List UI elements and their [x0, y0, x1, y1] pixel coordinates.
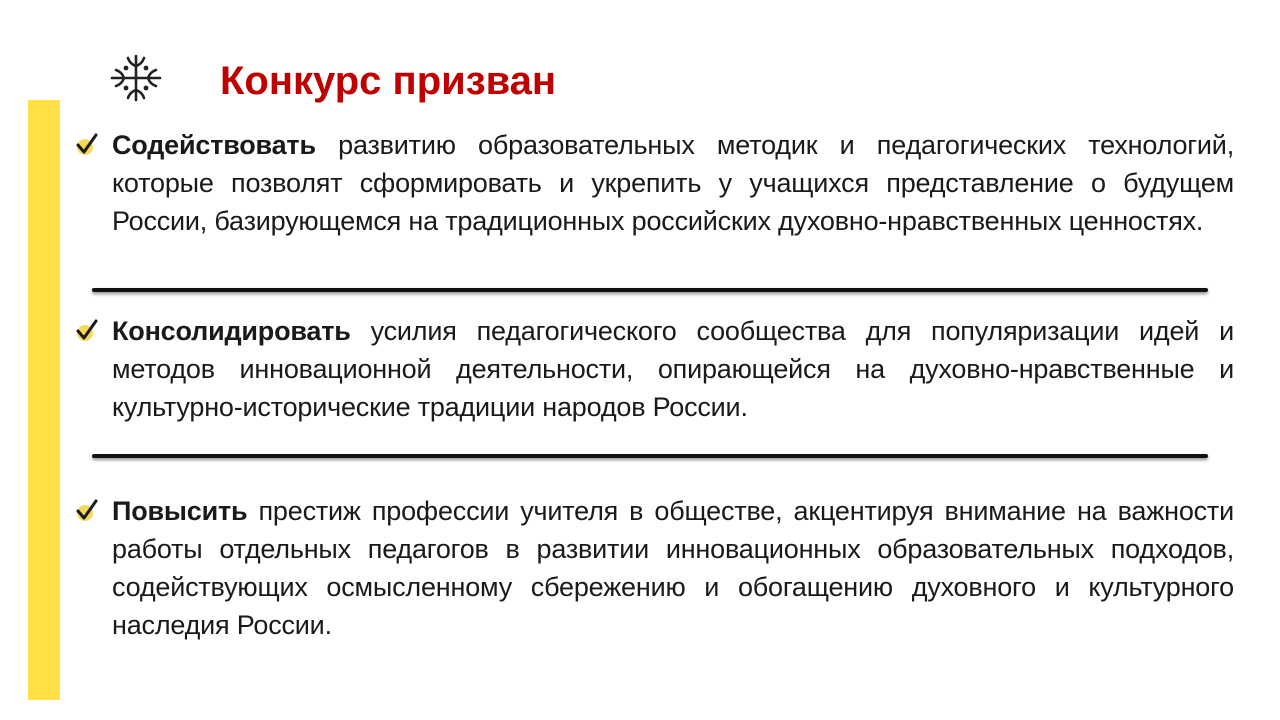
item-text: усилия педагогического сообщества для популяризации идей и методов инновационной деятельности, опирающейся на духовно-нравственные и культурно-исторические традиции народов России.	[112, 316, 1234, 422]
check-icon	[74, 318, 100, 344]
item-lead: Повысить	[112, 496, 248, 526]
check-icon	[74, 498, 100, 524]
list-item	[74, 126, 1234, 240]
item-paragraph	[112, 492, 1234, 644]
item-lead: Консолидировать	[112, 316, 351, 346]
divider	[92, 454, 1208, 458]
item-paragraph	[112, 312, 1234, 426]
page-title: Конкурс призван	[220, 59, 557, 103]
list-item	[74, 492, 1234, 644]
item-paragraph	[112, 126, 1234, 240]
ornament-cross-logo-icon	[104, 52, 168, 104]
list-item	[74, 312, 1234, 426]
item-lead: Содействовать	[112, 130, 316, 160]
item-text: престиж профессии учителя в обществе, акцентируя внимание на важности работы отдельных педагогов в развитии инновационных образовательных подходов, содействующих осмысленному сбережению и обогащению духовного и культурного наследия России.	[112, 496, 1234, 640]
divider	[92, 288, 1208, 292]
accent-bar	[28, 100, 60, 700]
check-icon	[74, 132, 100, 158]
item-text: развитию образовательных методик и педагогических технологий, которые позволят сформировать и укрепить у учащихся представление о будущем России, базирующемся на традиционных российских духовно-нравственных ценностях.	[112, 130, 1234, 236]
